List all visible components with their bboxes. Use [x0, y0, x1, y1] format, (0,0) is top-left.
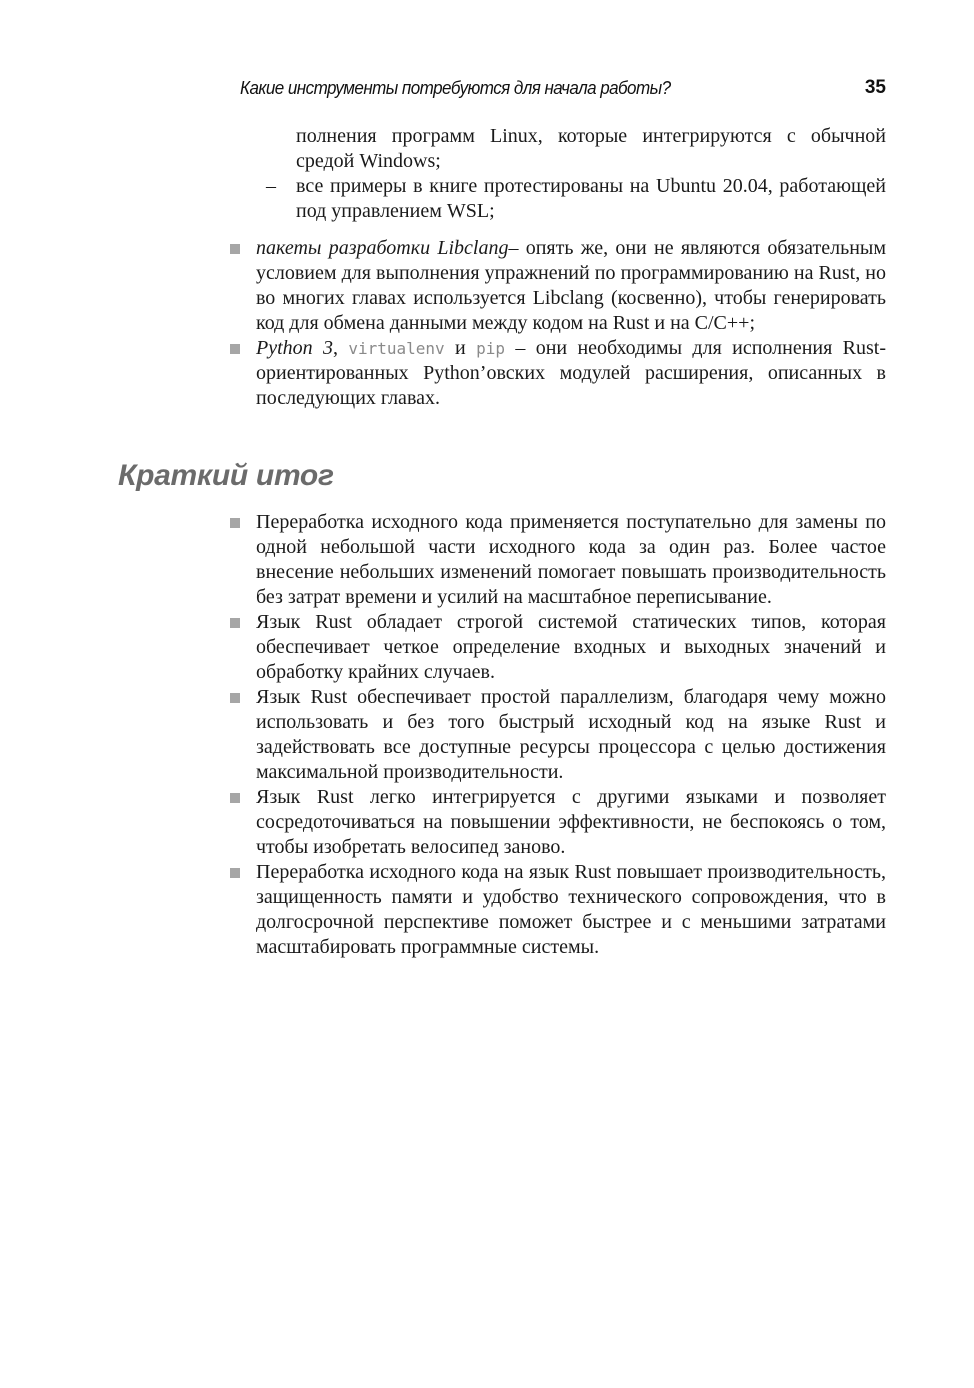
list-item-text: – они необходимы для исполнения Rust-ориентированных Python’овских модулей расширения, описанных в последующих главах. — [256, 337, 887, 409]
code-virtualenv: virtualenv — [348, 339, 445, 358]
tools-list — [230, 236, 886, 411]
list-item — [230, 685, 886, 785]
continued-list-block — [256, 124, 886, 224]
list-item-text: – опять же, они не являются обязательным условием для выполнения упражнений по программированию на Rust, но во многих главах используется Libclang (косвенно), чтобы генерировать код для обмена данными между кодом на Rust и на C/C++; — [256, 237, 887, 334]
square-bullet-icon — [230, 868, 240, 878]
list-item-text: Переработка исходного кода на язык Rust повышает производительность, защищенность памяти и удобство технического сопровождения, что в долгосрочной перспективе поможет быстрее и с меньшими затратами масштабировать программные системы. — [256, 861, 886, 958]
list-item — [230, 336, 886, 411]
summary-list — [230, 510, 886, 960]
running-head — [240, 77, 886, 103]
code-pip: pip — [476, 339, 505, 358]
square-bullet-icon — [230, 518, 240, 528]
separator: и — [444, 337, 477, 359]
italic-lead: Python 3 — [256, 337, 333, 359]
dash-item-text: все примеры в книге протестированы на Ubuntu 20.04, работающей под управлением WSL; — [296, 175, 886, 222]
list-item — [230, 236, 886, 336]
italic-lead: пакеты разработки Libclang — [256, 237, 509, 259]
continued-paragraph: полнения программ Linux, которые интегрируются с обычной средой Windows; — [296, 125, 886, 172]
list-item — [230, 610, 886, 685]
list-item-text: Язык Rust обладает строгой системой статических типов, которая обеспечивает четкое определение входных и выходных значений и обработку крайних случаев. — [256, 611, 886, 683]
list-item-text: Язык Rust обеспечивает простой параллелизм, благодаря чему можно использовать и без того быстрый исходный код на языке Rust и задействовать все доступные ресурсы процессора с целью достижения максимальной производительности. — [256, 686, 886, 783]
list-item — [230, 860, 886, 960]
list-item — [230, 510, 886, 610]
square-bullet-icon — [230, 344, 240, 354]
list-item-text: Язык Rust легко интегрируется с другими языками и позволяет сосредоточиваться на повышении эффективности, не беспокоясь о том, чтобы изобретать велосипед заново. — [256, 786, 886, 858]
list-item — [230, 785, 886, 860]
page-number: 35 — [864, 77, 886, 98]
dash-list-item — [256, 174, 886, 224]
square-bullet-icon — [230, 793, 240, 803]
square-bullet-icon — [230, 618, 240, 628]
running-title: Какие инструменты потребуются для начала работы? — [240, 77, 671, 98]
section-heading: Краткий итог — [118, 459, 334, 492]
separator: , — [333, 337, 349, 359]
dash-marker-icon: – — [266, 175, 276, 197]
square-bullet-icon — [230, 693, 240, 703]
square-bullet-icon — [230, 244, 240, 254]
list-item-text: Переработка исходного кода применяется поступательно для замены по одной небольшой части исходного кода за один раз. Более частое внесение небольших изменений помогает повышать производительность без затрат времени и усилий на масштабное переписывание. — [256, 511, 886, 608]
